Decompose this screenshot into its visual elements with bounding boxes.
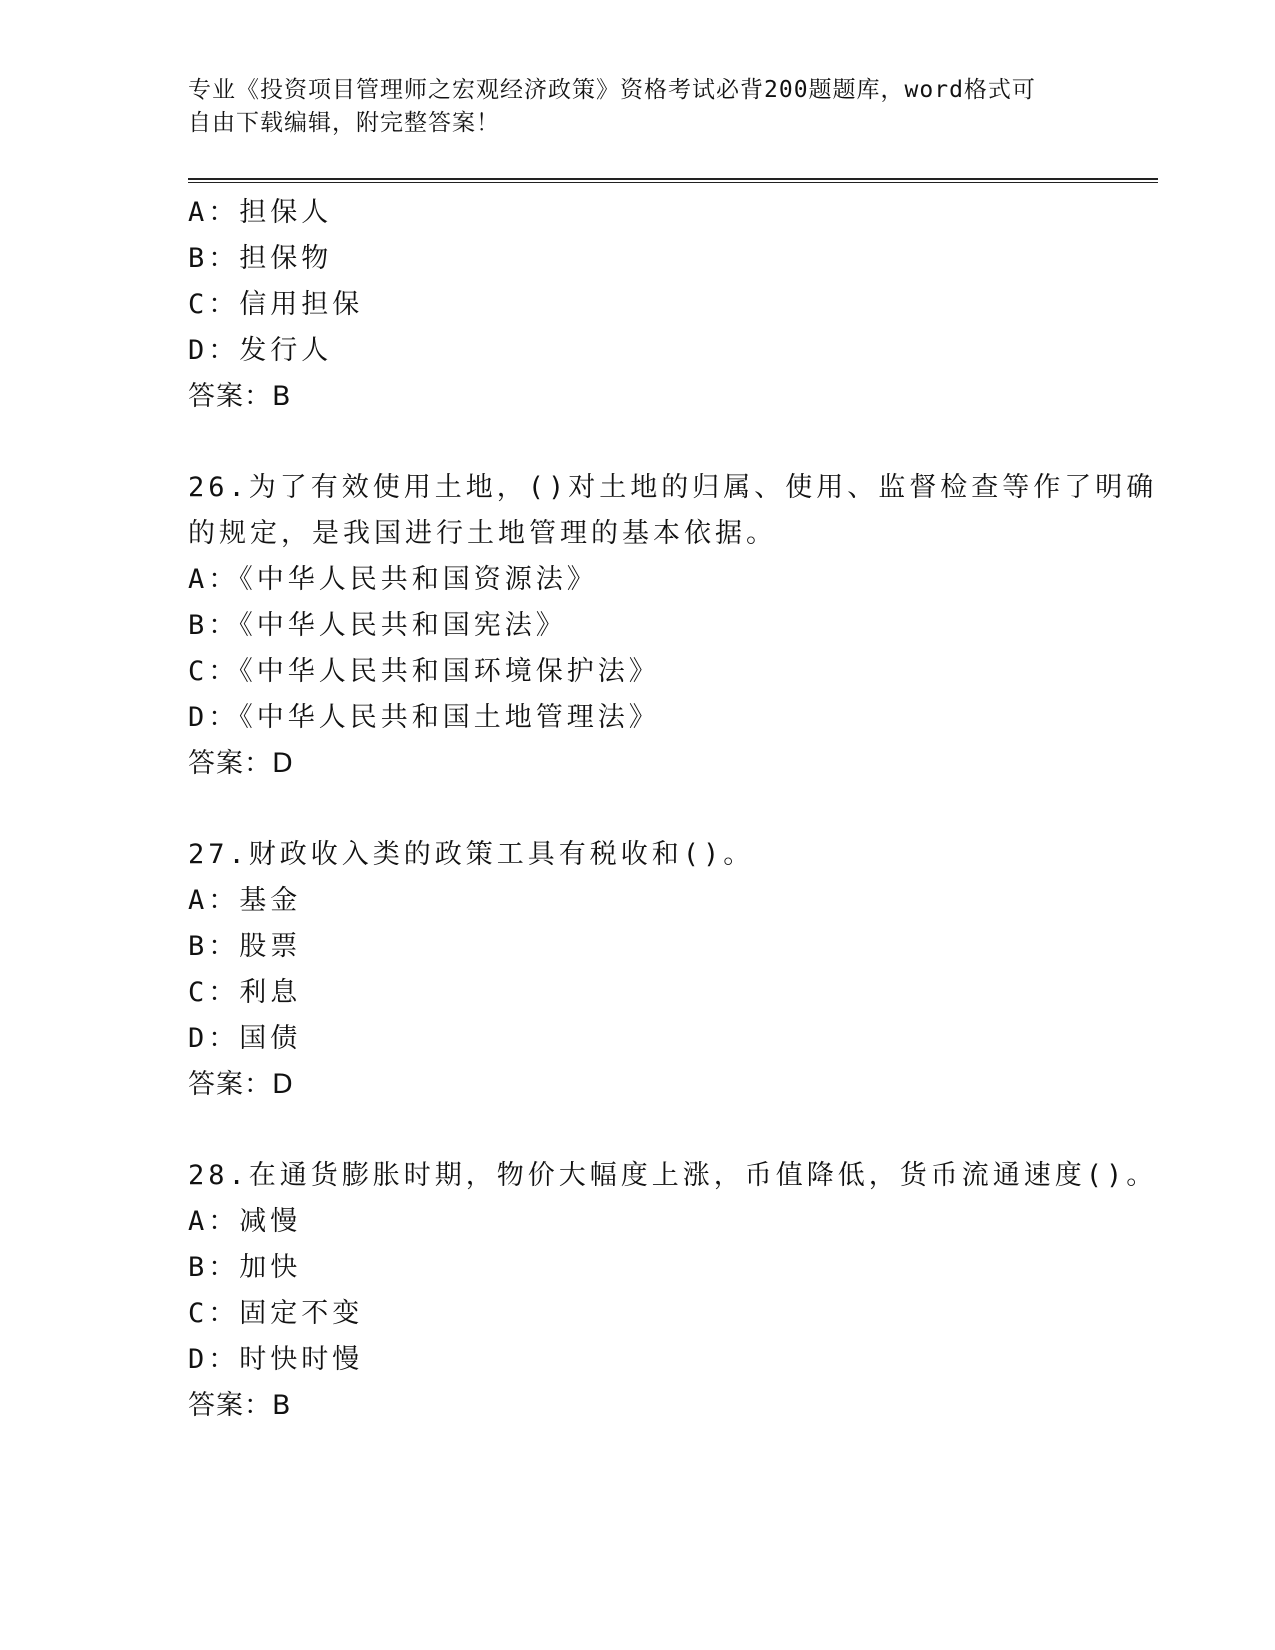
option-a: A：《中华人民共和国资源法》 (188, 564, 598, 595)
question-26 (188, 465, 1158, 787)
option-a: A：减慢 (188, 1206, 302, 1237)
question-list (188, 190, 1158, 1429)
question-25 (188, 190, 1158, 420)
option-a: A：基金 (188, 885, 302, 916)
option-c: C：信用担保 (188, 289, 364, 320)
question-stem-line-1: 27.财政收入类的政策工具有税收和()。 (188, 839, 755, 870)
question-stem-line-1: 26.为了有效使用土地，()对土地的归属、使用、监督检查等作了明确 (188, 472, 1158, 503)
header-title-line-2: 自由下载编辑，附完整答案！ (188, 110, 500, 136)
option-c: C：固定不变 (188, 1298, 364, 1329)
option-c: C：《中华人民共和国环境保护法》 (188, 656, 660, 687)
question-stem-line-1: 28.在通货膨胀时期，物价大幅度上涨，币值降低，货币流通速度()。 (188, 1160, 1158, 1191)
option-c: C：利息 (188, 977, 302, 1008)
option-d: D：《中华人民共和国土地管理法》 (188, 702, 660, 733)
option-b: B：担保物 (188, 243, 333, 274)
answer-line: 答案：B (188, 1390, 292, 1421)
option-a: A：担保人 (188, 197, 333, 228)
option-b: B：加快 (188, 1252, 302, 1283)
document-header (188, 74, 1068, 140)
header-title-line-1: 专业《投资项目管理师之宏观经济政策》资格考试必背200题题库，word格式可 (188, 77, 1036, 103)
question-28 (188, 1153, 1158, 1429)
option-b: B：《中华人民共和国宪法》 (188, 610, 567, 641)
answer-line: 答案：B (188, 381, 292, 412)
option-d: D：时快时慢 (188, 1344, 364, 1375)
question-stem-line-2: 的规定，是我国进行土地管理的基本依据。 (188, 518, 777, 549)
question-27 (188, 832, 1158, 1108)
option-b: B：股票 (188, 931, 302, 962)
option-d: D：发行人 (188, 335, 333, 366)
answer-line: 答案：D (188, 748, 294, 779)
answer-line: 答案：D (188, 1069, 294, 1100)
option-d: D：国债 (188, 1023, 302, 1054)
header-divider (188, 178, 1158, 183)
